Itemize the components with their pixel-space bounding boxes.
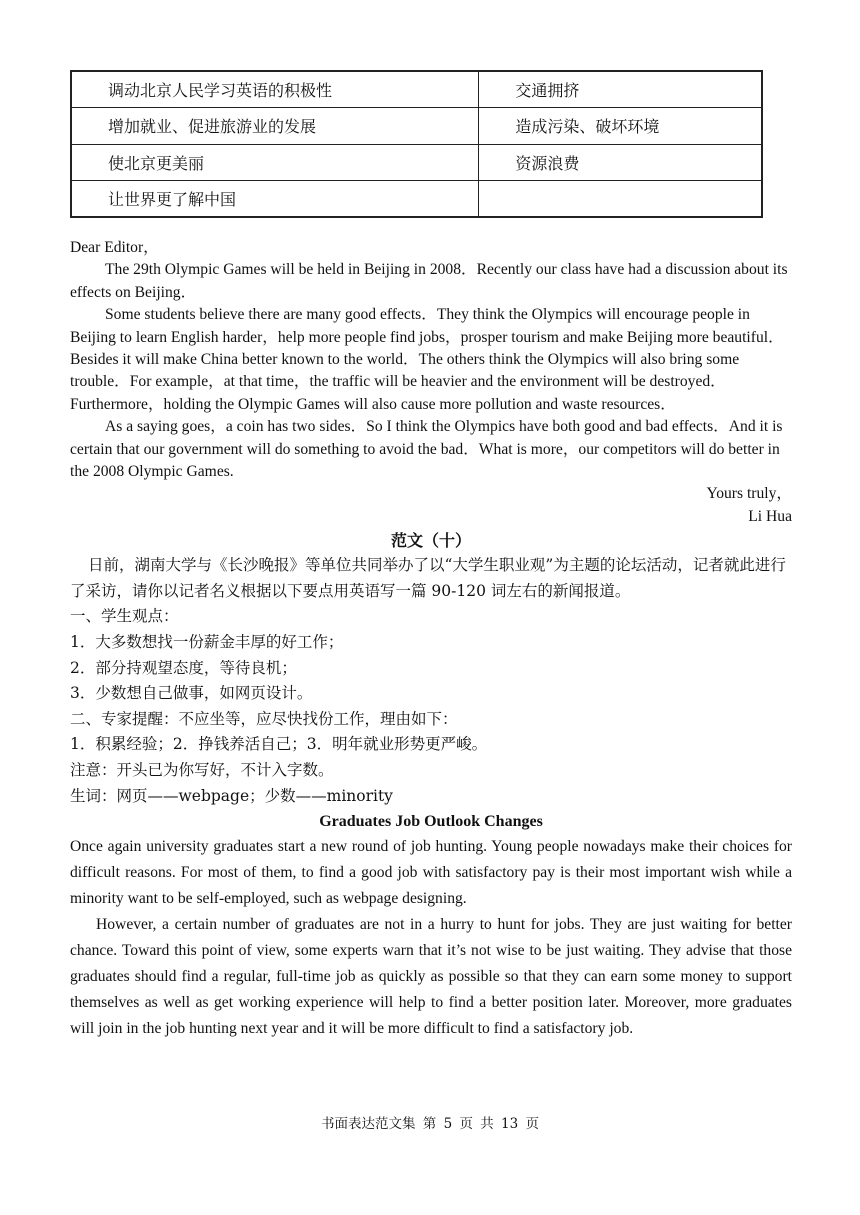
table-cell-pro: 调动北京人民学习英语的积极性: [71, 71, 479, 108]
letter-closing: Yours truly，: [706, 485, 792, 503]
task-line: 注意：开头已为你写好，不计入字数。: [70, 761, 334, 780]
letter-paragraph: As a saying goes，a coin has two sides．So I think the Olympics have both good and bad effects．And it is certain that our government will do something to avoid the bad．What is more，our competitors will do better in the 2008 Olympic Games.: [70, 418, 783, 481]
table-cell-pro: 增加就业、促进旅游业的发展: [71, 108, 479, 145]
task-line: 生词：网页——webpage；少数——minority: [70, 786, 393, 805]
task-line: 1．大多数想找一份薪金丰厚的好工作；: [70, 633, 344, 652]
model-essay: [70, 834, 792, 1042]
writing-task: [70, 553, 792, 809]
table-row: [71, 108, 762, 145]
table-cell-con: 造成污染、破坏环境: [479, 108, 762, 145]
sample-letter: [70, 237, 792, 528]
letter-salutation: Dear Editor，: [70, 239, 159, 256]
task-line: 1．积累经验；2．挣钱养活自己；3．明年就业形势更严峻。: [70, 735, 488, 754]
essay-paragraph: Once again university graduates start a new round of job hunting. Young people nowadays make their choices for difficult reasons. For most of them, to find a good job with satisfactory pay is their most important wish while a minority want to be self-employed, such as webpage designing.: [70, 838, 792, 908]
page-footer: 书面表达范文集 第 5 页 共 13 页: [320, 1116, 539, 1132]
table-row: [71, 71, 762, 108]
essay-paragraph: However, a certain number of graduates are not in a hurry to hunt for jobs. They are just waiting for better chance. Toward this point of view, some experts warn that it’s not wise to be just waiting. They advise that those graduates should find a regular, full-time job as quickly as possible so that they can earn some money to support themselves as well as get working experience will help to find a better position later. Moreover, more graduates will join in the job hunting next year and it will be more difficult to find a satisfactory job.: [70, 916, 792, 1038]
task-intro: 日前，湖南大学与《长沙晚报》等单位共同举办了以“大学生职业观”为主题的论坛活动，记者就此进行了采访，请你以记者名义根据以下要点用英语写一篇 90-120 词左右的新闻报道。: [70, 556, 786, 600]
table-cell-pro: 让世界更了解中国: [71, 181, 479, 218]
letter-paragraph: Some students believe there are many good effects．They think the Olympics will encourage people in Beijing to learn English harder，help more people find jobs，prosper tourism and make Beijing more beautiful． Besides it will make China better known to the world．The others think the Olympics will also bring some trouble．For example，at that time，the traffic will be heavier and the environment will be destroyed．Furthermore，holding the Olympic Games will also cause more pollution and waste resources．: [70, 306, 784, 413]
section-title: 范文（十）: [390, 531, 471, 551]
table-cell-con: 交通拥挤: [479, 71, 762, 108]
table-row: [71, 181, 762, 218]
pros-cons-table: [70, 70, 763, 218]
document-page: [70, 70, 792, 1042]
task-line: 2．部分持观望态度，等待良机；: [70, 658, 297, 677]
table-cell-con: [479, 181, 762, 218]
table-row: [71, 144, 762, 181]
task-line: 3．少数想自己做事，如网页设计。: [70, 684, 313, 703]
table-cell-con: 资源浪费: [479, 144, 762, 181]
letter-paragraph: The 29th Olympic Games will be held in Beijing in 2008．Recently our class have had a discussion about its effects on Beijing．: [70, 261, 788, 301]
essay-title: Graduates Job Outlook Changes: [319, 813, 543, 831]
letter-signature: Li Hua: [748, 507, 792, 525]
task-line: 二、专家提醒：不应坐等，应尽快找份工作，理由如下：: [70, 709, 458, 728]
table-cell-pro: 使北京更美丽: [71, 144, 479, 181]
task-line: 一、学生观点：: [70, 607, 179, 626]
